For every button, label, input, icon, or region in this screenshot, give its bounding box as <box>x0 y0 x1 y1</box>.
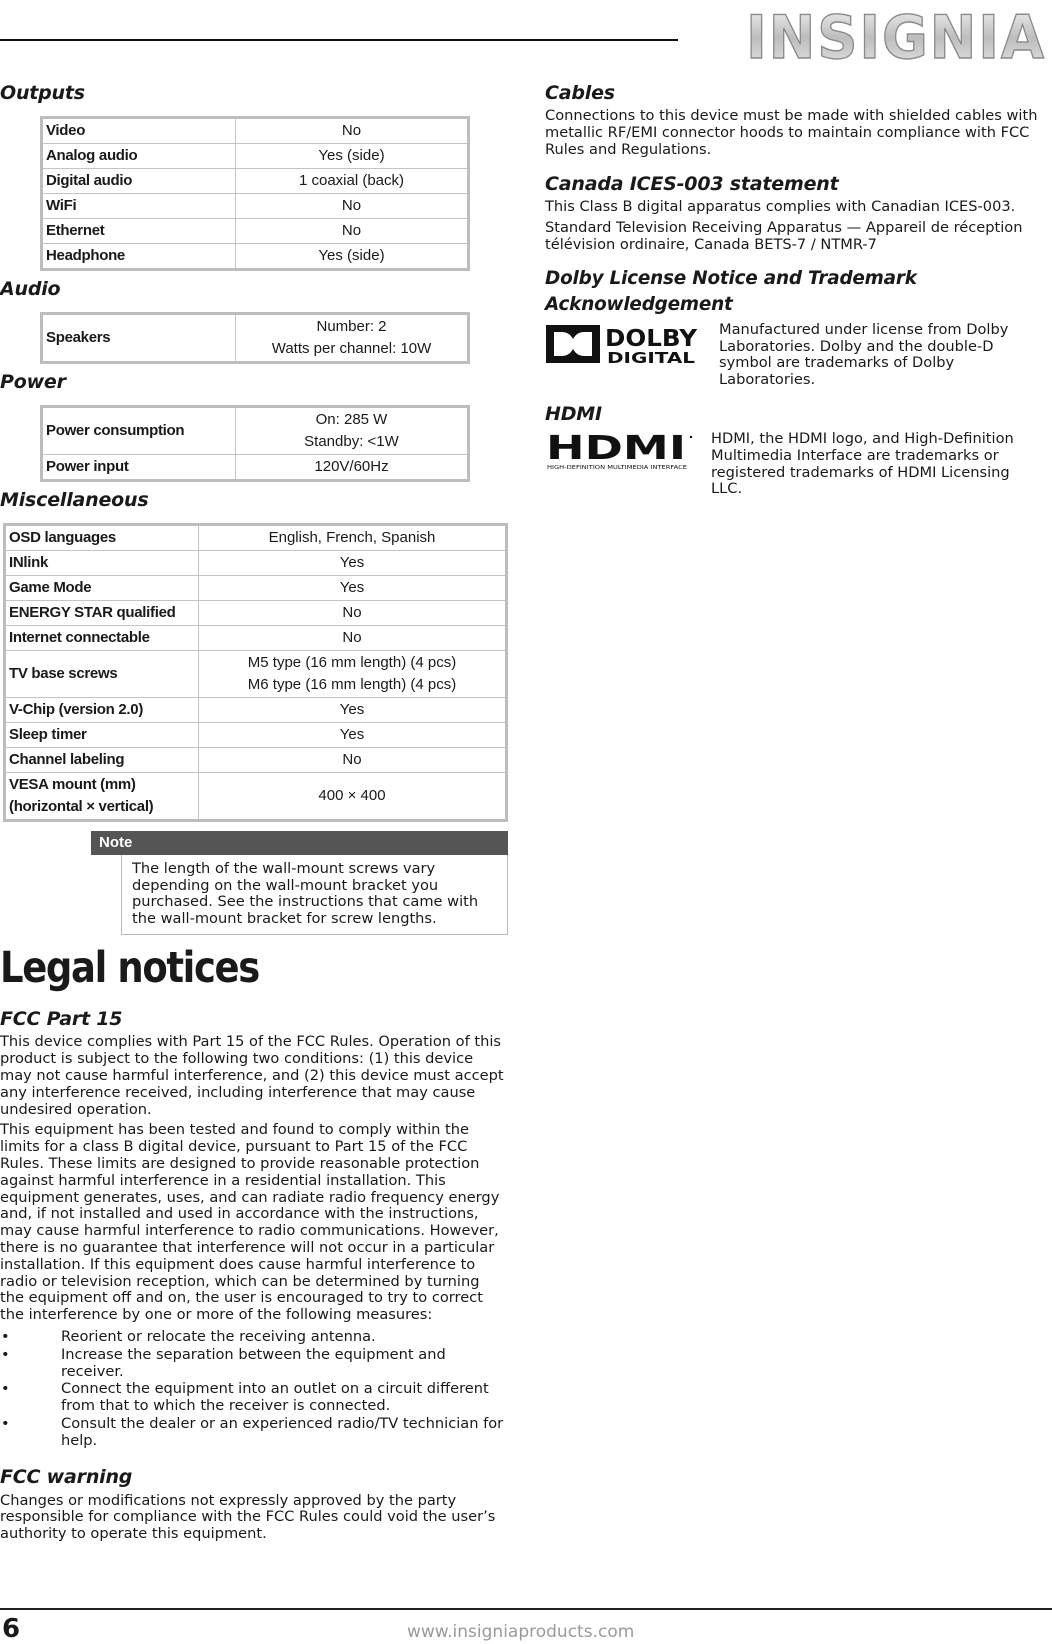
spec-value <box>236 219 469 244</box>
svg-text:HIGH-DEFINITION MULTIMEDIA INT: HIGH-DEFINITION MULTIMEDIA INTERFACE <box>547 464 688 471</box>
fcc-warning-heading: FCC warning <box>0 1465 133 1488</box>
left-column <box>0 80 508 1543</box>
spec-value <box>199 525 507 551</box>
svg-text:HDMI: HDMI <box>546 430 686 467</box>
fcc15-paragraph-1: This device complies with Part 15 of the FCC Rules. Operation of this product is subject to the following two conditions: (1) this device may not cause harmful interference, and (2) this device must accept any interference received, including interference that may cause undesired operation. <box>0 1033 504 1118</box>
spec-value-line: No <box>342 629 362 646</box>
spec-value-line: 120V/60Hz <box>314 458 389 475</box>
fcc-warning-text: Changes or modifications not expressly approved by the party responsible for compliance with the FCC Rules could void the user’s authority to operate this equipment. <box>0 1491 496 1543</box>
spec-value-line: English, French, Spanish <box>268 529 436 546</box>
spec-label: Power input <box>42 455 236 481</box>
spec-label: Power consumption <box>42 407 236 455</box>
spec-value <box>236 244 469 270</box>
table-row <box>42 144 469 169</box>
spec-value-line: No <box>341 222 362 239</box>
footer-rule <box>0 1608 1052 1610</box>
note-body <box>121 855 508 935</box>
cables-heading: Cables <box>545 82 615 104</box>
canada-heading: Canada ICES-003 statement <box>545 173 839 196</box>
page-number: 6 <box>2 1614 21 1644</box>
spec-value-line: M5 type (16 mm length) (4 pcs) <box>247 654 457 671</box>
spec-value-line: Yes <box>339 701 365 718</box>
dolby-heading: Dolby License Notice and Trademark Acknowledgement <box>545 267 917 315</box>
hdmi-heading: HDMI <box>545 402 602 425</box>
spec-label: VESA mount (mm) (horizontal × vertical) <box>5 773 199 821</box>
spec-label: WiFi <box>42 194 236 219</box>
spec-value-line: Standby: <1W <box>304 433 399 450</box>
audio-heading: Audio <box>0 278 61 300</box>
spec-label: TV base screws <box>5 651 199 698</box>
footer-url: www.insigniaproducts.com <box>407 1622 635 1642</box>
table-row <box>42 118 469 144</box>
outputs-heading: Outputs <box>0 82 85 104</box>
spec-value <box>236 455 469 481</box>
spec-value <box>236 118 469 144</box>
spec-value <box>199 601 507 626</box>
cables-text: Connections to this device must be made with shielded cables with metallic RF/EMI connector hoods to maintain compliance with FCC Rules and Regulations. <box>545 107 1038 158</box>
svg-text:INSIGNIA: INSIGNIA <box>746 3 1046 70</box>
spec-value-line: No <box>341 122 362 139</box>
list-item: • Increase the separation between the equipment and receiver. <box>1 1345 446 1380</box>
spec-label: Analog audio <box>42 144 236 169</box>
table-row <box>42 244 469 270</box>
spec-label: Speakers <box>42 314 236 363</box>
spec-label: Video <box>42 118 236 144</box>
note-box <box>91 831 508 935</box>
table-row <box>5 601 507 626</box>
outputs-table <box>40 116 470 271</box>
spec-value-line: No <box>342 751 362 768</box>
table-row <box>42 455 469 481</box>
dolby-digital-logo <box>545 322 707 366</box>
table-row <box>5 723 507 748</box>
spec-value <box>199 773 507 821</box>
power-heading: Power <box>0 371 66 393</box>
note-text: The length of the wall-mount screws vary depending on the wall-mount bracket you purchased. See the instructions that came with the wall-mount bracket for screw lengths. <box>132 860 479 927</box>
spec-value <box>199 576 507 601</box>
misc-heading: Miscellaneous <box>0 489 149 511</box>
spec-value-line: No <box>342 604 362 621</box>
spec-label: Sleep timer <box>5 723 199 748</box>
spec-value <box>199 748 507 773</box>
spec-value-line: Yes (side) <box>318 147 385 164</box>
right-column <box>545 80 1050 498</box>
misc-table <box>3 523 508 822</box>
spec-value <box>199 551 507 576</box>
spec-value <box>199 698 507 723</box>
spec-label: Internet connectable <box>5 626 199 651</box>
note-label: Note <box>91 831 508 855</box>
spec-value-line: 1 coaxial (back) <box>298 172 405 189</box>
table-row <box>5 525 507 551</box>
list-item: • Connect the equipment into an outlet on a circuit different from that to which the receiver is connected. <box>1 1380 489 1415</box>
spec-value <box>236 314 469 363</box>
canada-text-1: This Class B digital apparatus complies with Canadian ICES-003. <box>545 198 1016 216</box>
spec-label: Ethernet <box>42 219 236 244</box>
hdmi-text: HDMI, the HDMI logo, and High-Definition Multimedia Interface are trademarks or registered trademarks of HDMI Licensing LLC. <box>711 429 1014 498</box>
table-row <box>5 576 507 601</box>
spec-value <box>236 169 469 194</box>
canada-text-2: Standard Television Receiving Apparatus — Appareil de réception télévision ordinaire, Canada BETS-7 / NTMR-7 <box>545 219 1023 253</box>
hdmi-logo <box>545 431 695 471</box>
spec-label: OSD languages <box>5 525 199 551</box>
spec-value-line: No <box>341 197 362 214</box>
spec-value-line: On: 285 W <box>315 411 388 428</box>
spec-value <box>236 194 469 219</box>
fcc15-paragraph-2: This equipment has been tested and found to comply within the limits for a class B digital device, pursuant to Part 15 of the FCC Rules. These limits are designed to provide reasonable protection against harmful interference in a residential installation. This equipment generates, uses, and can radiate radio frequency energy and, if not installed and used in accordance with the instructions, may cause harmful interference to radio communications. However, there is no guarantee that interference will not occur in a particular installation. If this equipment does cause harmful interference to radio or television reception, which can be determined by turning the equipment off and on, the user is encouraged to try to correct the interference by one or more of the following measures: <box>0 1121 500 1324</box>
spec-value-line: Number: 2 <box>316 318 387 335</box>
list-item: • Reorient or relocate the receiving antenna. <box>1 1327 376 1345</box>
spec-value <box>199 626 507 651</box>
spec-value-line: Yes <box>339 554 365 571</box>
table-row <box>42 407 469 455</box>
dolby-text: Manufactured under license from Dolby Laboratories. Dolby and the double-D symbol are trademarks of Dolby Laboratories. <box>719 320 1009 389</box>
spec-label: Digital audio <box>42 169 236 194</box>
table-row <box>42 219 469 244</box>
table-row <box>5 773 507 821</box>
table-row <box>5 626 507 651</box>
spec-value-line: Yes (side) <box>318 247 385 264</box>
table-row <box>5 651 507 698</box>
insignia-logo <box>742 0 1052 70</box>
legal-title: Legal notices <box>0 943 259 994</box>
fcc15-heading: FCC Part 15 <box>0 1008 123 1031</box>
svg-text:DIGITAL: DIGITAL <box>607 348 696 366</box>
table-row <box>42 194 469 219</box>
table-row <box>5 698 507 723</box>
spec-value <box>236 407 469 455</box>
list-item: • Consult the dealer or an experienced radio/TV technician for help. <box>1 1414 504 1449</box>
table-row <box>42 169 469 194</box>
spec-label: INlink <box>5 551 199 576</box>
table-row <box>5 551 507 576</box>
spec-value-line: Yes <box>339 726 365 743</box>
table-row <box>42 314 469 363</box>
spec-value <box>199 723 507 748</box>
spec-value-line: Yes <box>339 579 365 596</box>
spec-value-line: Watts per channel: 10W <box>271 340 432 357</box>
spec-value <box>199 651 507 698</box>
spec-value-line: 400 × 400 <box>318 787 386 804</box>
header-rule <box>0 39 678 41</box>
audio-table <box>40 312 470 364</box>
svg-text:DOLBY: DOLBY <box>605 325 698 352</box>
spec-label: ENERGY STAR qualified <box>5 601 199 626</box>
fcc15-measures-list <box>0 1329 508 1450</box>
spec-label: Headphone <box>42 244 236 270</box>
spec-label: Game Mode <box>5 576 199 601</box>
spec-label: Channel labeling <box>5 748 199 773</box>
spec-value-line: M6 type (16 mm length) (4 pcs) <box>247 676 457 693</box>
spec-value <box>236 144 469 169</box>
spec-label: V-Chip (version 2.0) <box>5 698 199 723</box>
table-row <box>5 748 507 773</box>
power-table <box>40 405 470 482</box>
